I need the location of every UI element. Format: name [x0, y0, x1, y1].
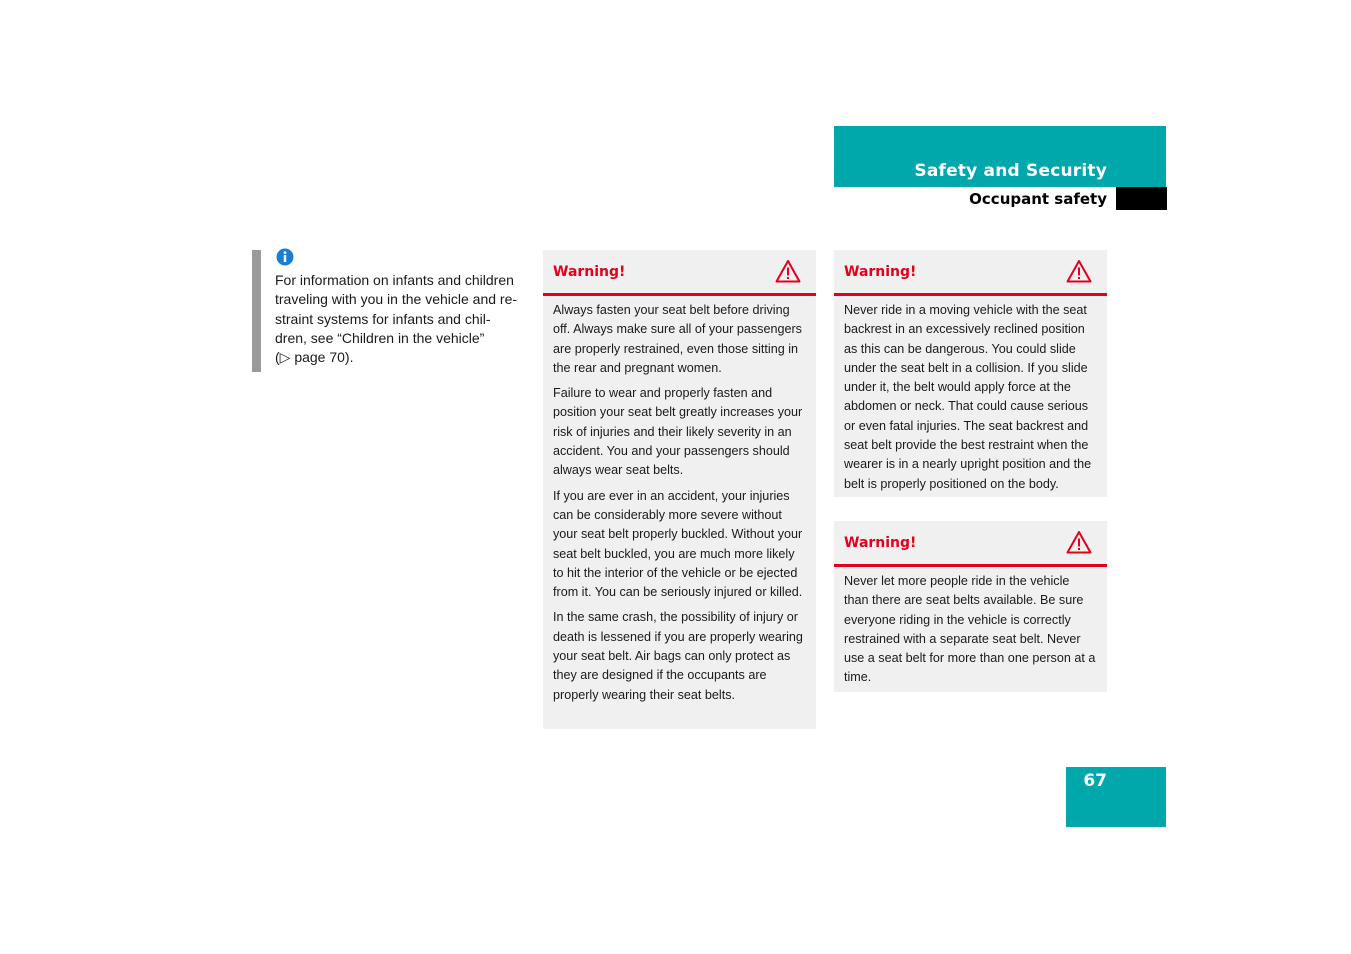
- info-line: straint systems for infants and chil-: [275, 310, 491, 327]
- warning-body: [834, 567, 1107, 694]
- warning-paragraph: Never ride in a moving vehicle with the seat backrest in an excessively reclined position as this can be dangerous. You could slide under the seat belt in a collision. If you slide under it, the belt would apply force at the abdomen or neck. That could cause serious or even fatal injuries. The seat backrest and seat belt provide the best restraint when the wearer is in a nearly upright position and the belt is properly positioned on the body.: [844, 303, 1092, 491]
- info-note: [275, 271, 531, 367]
- warning-label: Warning!: [844, 264, 917, 280]
- warning-paragraph: Failure to wear and properly fasten and position your seat belt greatly increases your risk of injuries and their likely severity in an accident. You and your passengers should always wear seat belts.: [553, 386, 803, 478]
- info-line: For information on infants and children: [275, 272, 514, 288]
- warning-header: [543, 250, 816, 296]
- section-header-bar: [834, 126, 1166, 187]
- subsection-title: Occupant safety: [969, 190, 1107, 208]
- warning-body: [834, 296, 1107, 500]
- info-icon: [276, 248, 294, 266]
- warning-paragraph: If you are ever in an accident, your injuries can be considerably more severe without your seat belt properly buckled. Without your seat belt buckled, you are much more likely to hit the interior of the vehicle or be ejected from it. You can be seriously injured or killed.: [553, 488, 803, 600]
- info-line: dren, see “Children in the vehicle”: [275, 329, 485, 346]
- warning-header: [834, 250, 1107, 296]
- page-number-box: [1066, 767, 1166, 827]
- section-tab-marker: [1116, 187, 1167, 210]
- warning-header: [834, 521, 1107, 567]
- info-side-bar: [252, 250, 261, 372]
- warning-box-reclined-seat: [834, 250, 1107, 497]
- section-title: Safety and Security: [914, 161, 1107, 181]
- info-line: traveling with you in the vehicle and re-: [275, 291, 518, 308]
- warning-triangle-icon: [1066, 530, 1092, 554]
- warning-body: [543, 296, 816, 711]
- warning-paragraph: In the same crash, the possibility of injury or death is lessened if you are properly wearing your seat belt. Air bags can only protect as they are designed if the occupants are properly wearing their seat belts.: [553, 610, 803, 702]
- warning-label: Warning!: [844, 535, 917, 551]
- page-number: 67: [1083, 771, 1107, 791]
- warning-paragraph: Never let more people ride in the vehicle than there are seat belts available. Be sure everyone riding in the vehicle is correctly restrained with a separate seat belt. Never use a seat belt for more than one person at a time.: [844, 574, 1096, 685]
- warning-label: Warning!: [553, 264, 626, 280]
- warning-triangle-icon: [775, 259, 801, 283]
- warning-box-seat-count: [834, 521, 1107, 692]
- warning-box-seat-belt: [543, 250, 816, 729]
- warning-paragraph: Always fasten your seat belt before driving off. Always make sure all of your passengers are properly restrained, even those sitting in the rear and pregnant women.: [553, 303, 802, 375]
- warning-triangle-icon: [1066, 259, 1092, 283]
- info-line: (▷ page 70).: [275, 349, 354, 366]
